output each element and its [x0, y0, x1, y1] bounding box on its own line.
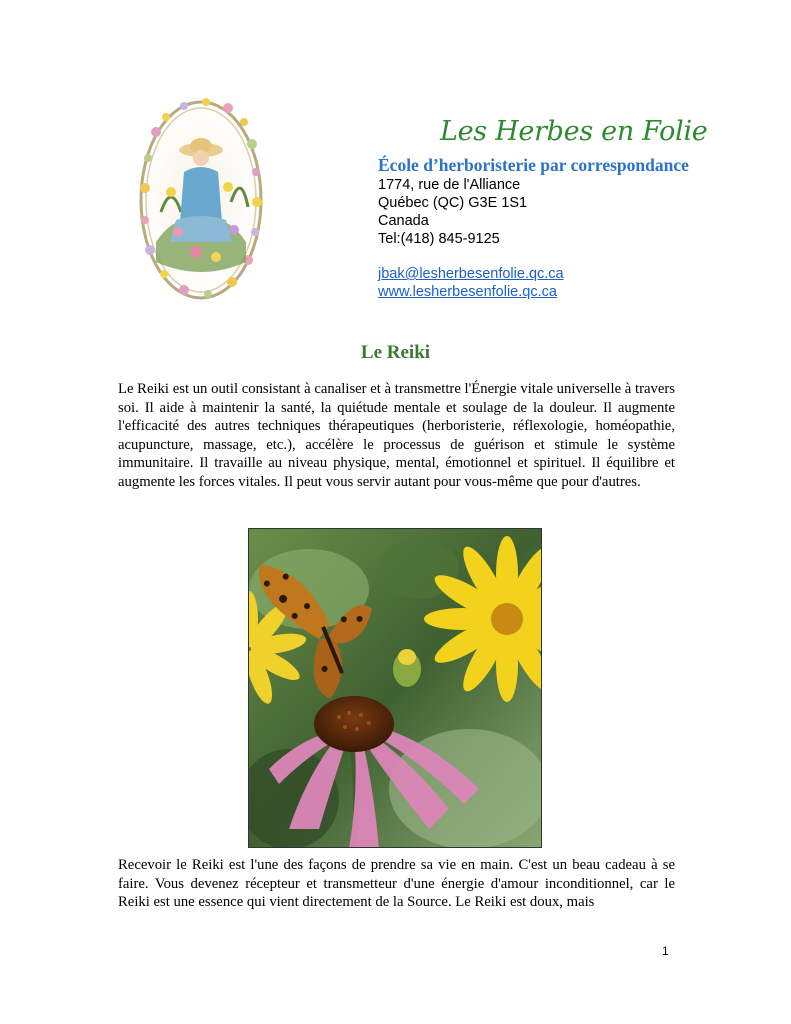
page-number: 1: [662, 944, 669, 958]
website-link[interactable]: www.lesherbesenfolie.qc.ca: [378, 284, 557, 300]
email-link[interactable]: jbak@lesherbesenfolie.qc.ca: [378, 266, 564, 282]
school-name: École d’herboristerie par correspondance: [378, 155, 689, 175]
second-paragraph: Recevoir le Reiki est l'une des façons de prendre sa vie en main. C'est un beau cadeau à se faire. Vous devenez récepteur et transmetteur d'une énergie d'amour inconditionnel, car le Reiki est une essence qui vient directement de la Source. Le Reiki est doux, mais: [118, 857, 675, 910]
page-title: Le Reiki: [360, 342, 431, 363]
address-street: 1774, rue de l'Alliance: [378, 177, 521, 193]
school-logo: [136, 92, 266, 304]
intro-paragraph: Le Reiki est un outil consistant à canaliser et à transmettre l'Énergie vitale universelle à travers soi. Il aide à maintenir la santé, la quiétude mentale et soulage de la douleur. Il augmente l'efficacité des autres techniques thérapeutiques (herboristerie, réflexologie, homéopathie, acupuncture, massage, etc.), accélère le processus de guérison et stimule le système immunitaire. Il travaille au niveau physique, mental, émotionnel et spirituel. Il équilibre et augmente les forces vitales. Il peut vous servir autant pour vous-même que pour d'autres.: [118, 381, 675, 490]
butterfly-flower-photo: [248, 528, 542, 848]
address-city: Québec (QC) G3E 1S1: [378, 195, 528, 211]
address-country: Canada: [378, 213, 429, 229]
brand-name: Les Herbes en Folie: [440, 116, 708, 147]
phone-number: Tel:(418) 845-9125: [378, 231, 500, 247]
